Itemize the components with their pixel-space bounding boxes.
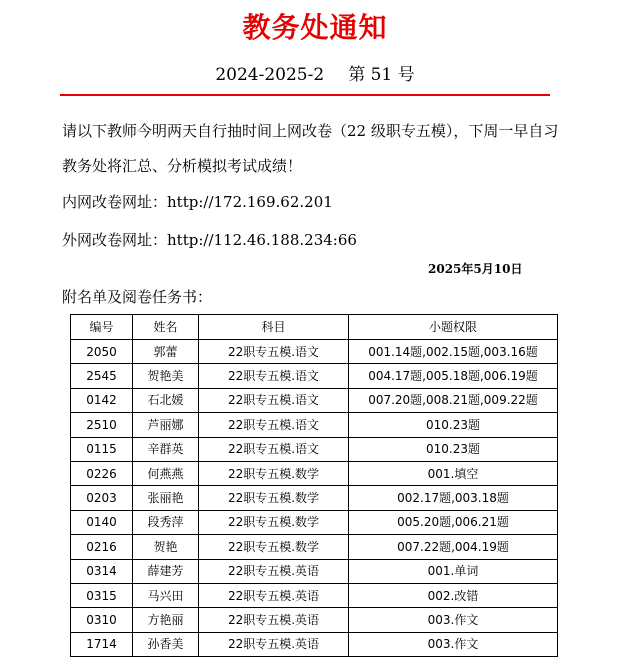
cell-questions: 002.改错 [349,583,558,607]
cell-subject: 22职专五模.语文 [199,364,349,388]
cell-name: 薛建芳 [133,559,199,583]
cell-questions: 001.14题,002.15题,003.16题 [349,340,558,364]
cell-subject: 22职专五模.数学 [199,486,349,510]
cell-name: 段秀萍 [133,510,199,534]
cell-name: 郭蕾 [133,340,199,364]
cell-name: 马兴田 [133,583,199,607]
cell-name: 孙香美 [133,632,199,656]
header-subject: 科目 [199,315,349,340]
cell-id: 2050 [71,340,133,364]
cell-subject: 22职专五模.英语 [199,583,349,607]
notice-date: 2025年5月10日 [428,262,523,276]
cell-id: 0226 [71,461,133,485]
red-divider [60,94,550,96]
table-row [71,461,558,485]
notice-title: 教务处通知 [242,11,388,44]
extranet-url-line [62,229,357,250]
cell-subject: 22职专五模.语文 [199,388,349,412]
cell-id: 0142 [71,388,133,412]
table-row [71,535,558,559]
table-row [71,364,558,388]
table-row [71,413,558,437]
cell-id: 0115 [71,437,133,461]
cell-subject: 22职专五模.英语 [199,608,349,632]
cell-questions: 001.单词 [349,559,558,583]
cell-questions: 007.22题,004.19题 [349,535,558,559]
cell-questions: 005.20题,006.21题 [349,510,558,534]
extranet-label: 外网改卷网址： [62,231,168,249]
table-header-row [71,315,558,340]
notice-paragraph-line1: 请以下教师今明两天自行抽时间上网改卷（22 级职专五模），下周一早自习 [62,122,559,140]
table-row [71,632,558,656]
extranet-url[interactable]: http://112.46.188.234:66 [167,231,357,249]
cell-questions: 003.作文 [349,632,558,656]
header-questions: 小题权限 [349,315,558,340]
cell-name: 芦丽娜 [133,413,199,437]
cell-subject: 22职专五模.数学 [199,461,349,485]
table-row [71,340,558,364]
cell-id: 0315 [71,583,133,607]
cell-name: 贺艳 [133,535,199,559]
intranet-label: 内网改卷网址： [62,193,168,211]
cell-questions: 004.17题,005.18题,006.19题 [349,364,558,388]
cell-subject: 22职专五模.语文 [199,340,349,364]
cell-subject: 22职专五模.语文 [199,437,349,461]
cell-questions: 010.23题 [349,437,558,461]
attachment-title: 附名单及阅卷任务书： [62,288,213,306]
cell-subject: 22职专五模.英语 [199,632,349,656]
cell-name: 张丽艳 [133,486,199,510]
cell-name: 辛群英 [133,437,199,461]
table-row [71,486,558,510]
document-serial: 第 51 号 [348,65,415,85]
document-number [0,60,630,85]
cell-name: 何燕燕 [133,461,199,485]
notice-paragraph-line2: 教务处将汇总、分析模拟考试成绩！ [62,157,303,175]
grading-assignment-table [70,314,558,657]
cell-id: 0314 [71,559,133,583]
cell-questions: 003.作文 [349,608,558,632]
cell-subject: 22职专五模.语文 [199,413,349,437]
table-row [71,510,558,534]
cell-questions: 002.17题,003.18题 [349,486,558,510]
table-row [71,559,558,583]
table-row [71,437,558,461]
table-row [71,583,558,607]
table-row [71,608,558,632]
cell-id: 2545 [71,364,133,388]
cell-name: 石北媛 [133,388,199,412]
cell-subject: 22职专五模.英语 [199,559,349,583]
intranet-url[interactable]: http://172.169.62.201 [167,193,333,211]
cell-id: 0140 [71,510,133,534]
cell-questions: 001.填空 [349,461,558,485]
document-term: 2024-2025-2 [215,65,325,85]
cell-id: 2510 [71,413,133,437]
cell-name: 贺艳美 [133,364,199,388]
cell-id: 0310 [71,608,133,632]
cell-id: 0216 [71,535,133,559]
cell-questions: 010.23题 [349,413,558,437]
cell-subject: 22职专五模.数学 [199,535,349,559]
header-id: 编号 [71,315,133,340]
cell-id: 0203 [71,486,133,510]
table-body [71,340,558,657]
table-row [71,388,558,412]
cell-questions: 007.20题,008.21题,009.22题 [349,388,558,412]
cell-name: 方艳丽 [133,608,199,632]
intranet-url-line [62,191,333,212]
header-name: 姓名 [133,315,199,340]
cell-id: 1714 [71,632,133,656]
cell-subject: 22职专五模.数学 [199,510,349,534]
